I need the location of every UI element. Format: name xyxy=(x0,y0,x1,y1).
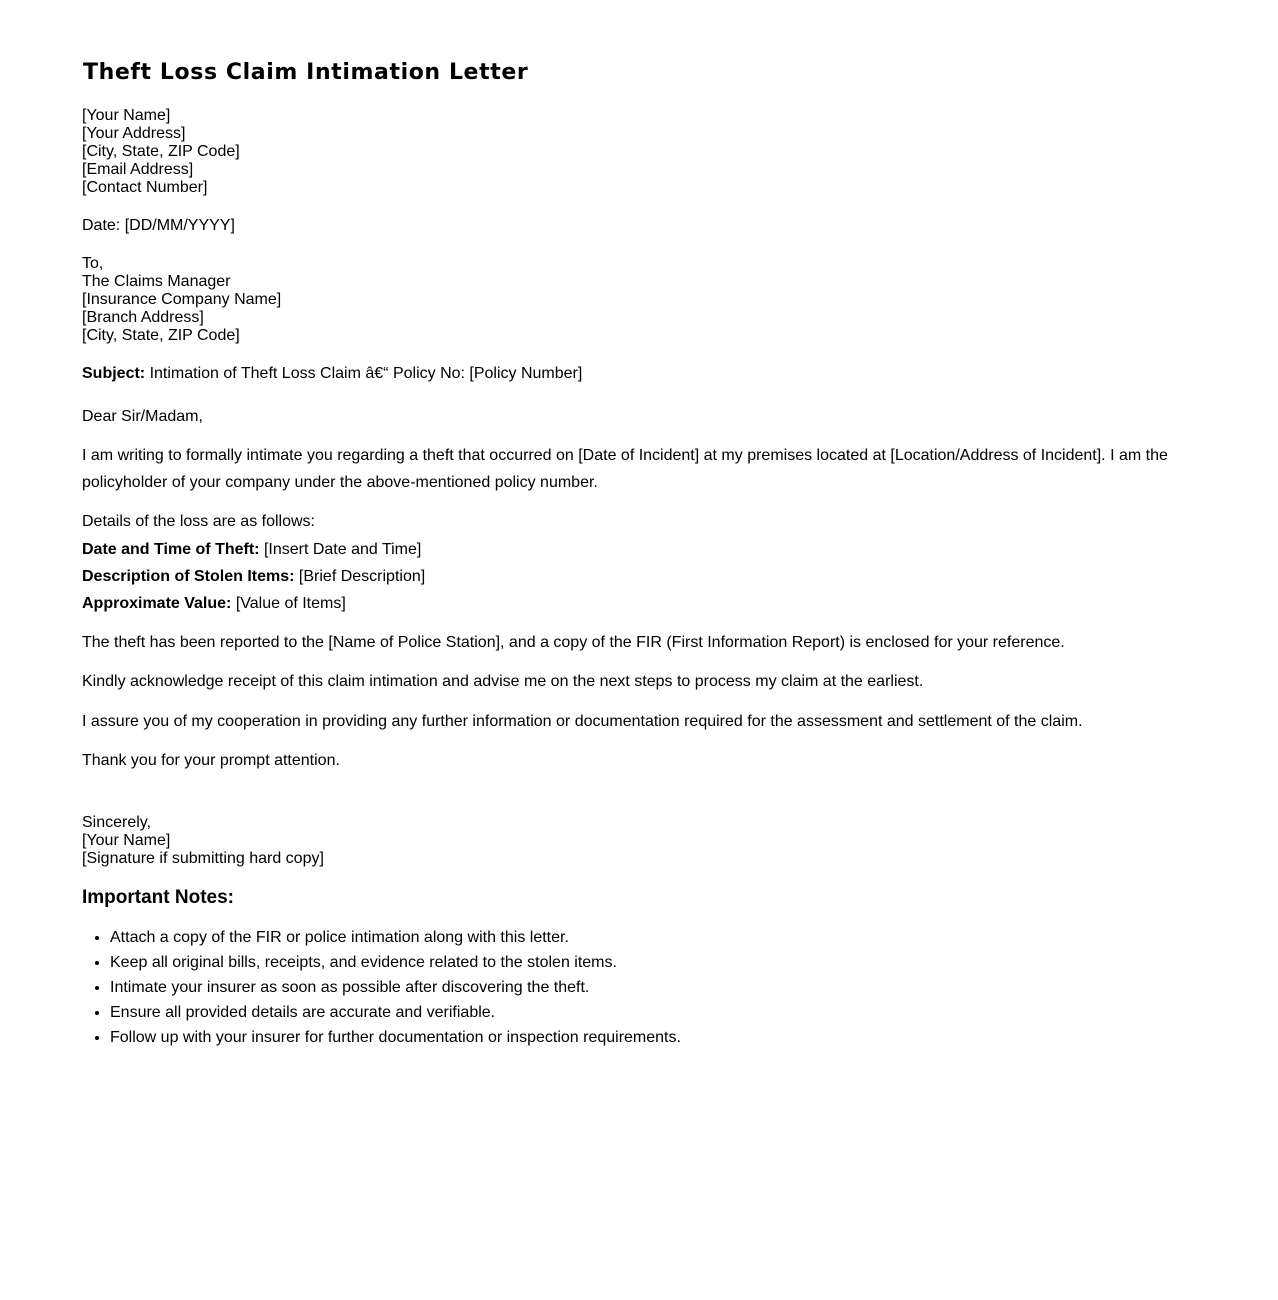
recipient-address-block xyxy=(82,255,281,345)
cooperation-paragraph: I assure you of my cooperation in providing any further information or documentation required for the assessment and settlement of the claim. xyxy=(82,713,1083,730)
thanks-line: Thank you for your prompt attention. xyxy=(82,752,340,769)
sender-address: [Your Address] xyxy=(82,125,186,142)
date-line: Date: [DD/MM/YYYY] xyxy=(82,217,235,234)
detail-description xyxy=(82,567,425,587)
sender-name: [Your Name] xyxy=(82,107,171,124)
police-report-paragraph: The theft has been reported to the [Name of Police Station], and a copy of the FIR (First Information Report) is enclosed for your reference. xyxy=(82,634,1065,651)
list-item: • Intimate your insurer as soon as possible after discovering the theft. xyxy=(110,975,681,1000)
sender-city: [City, State, ZIP Code] xyxy=(82,143,240,160)
intro-paragraph: I am writing to formally intimate you regarding a theft that occurred on [Date of Incident] at my premises located at [Location/Address of Incident]. I am the policyholder of your company under the above-mentioned policy number. xyxy=(82,447,1168,491)
detail-value-approx xyxy=(82,594,346,614)
detail-value: [Brief Description] xyxy=(294,568,426,585)
subject-label: Subject: xyxy=(82,365,146,382)
sender-address-block xyxy=(82,107,240,197)
closing-name: [Your Name] xyxy=(82,832,171,849)
detail-date-time xyxy=(82,540,421,560)
detail-label: Approximate Value: xyxy=(82,595,232,612)
sign-off: Sincerely, xyxy=(82,814,152,831)
notes-list xyxy=(82,925,681,1050)
sender-email: [Email Address] xyxy=(82,161,194,178)
detail-value: [Insert Date and Time] xyxy=(259,541,422,558)
recipient-branch: [Branch Address] xyxy=(82,309,204,326)
sender-contact: [Contact Number] xyxy=(82,179,208,196)
recipient-title: The Claims Manager xyxy=(82,273,231,290)
salutation: Dear Sir/Madam, xyxy=(82,408,203,425)
recipient-city: [City, State, ZIP Code] xyxy=(82,327,240,344)
subject-line xyxy=(82,364,582,384)
signature-line: [Signature if submitting hard copy] xyxy=(82,850,324,867)
detail-label: Date and Time of Theft: xyxy=(82,541,260,558)
recipient-company: [Insurance Company Name] xyxy=(82,291,282,308)
list-item: • Attach a copy of the FIR or police intimation along with this letter. xyxy=(110,925,681,950)
detail-value: [Value of Items] xyxy=(231,595,346,612)
notes-heading: Important Notes: xyxy=(82,887,234,908)
recipient-to: To, xyxy=(82,255,104,272)
list-item: • Keep all original bills, receipts, and evidence related to the stolen items. xyxy=(110,950,681,975)
detail-label: Description of Stolen Items: xyxy=(82,568,295,585)
acknowledge-paragraph: Kindly acknowledge receipt of this claim intimation and advise me on the next steps to process my claim at the earliest. xyxy=(82,673,924,690)
list-item: • Follow up with your insurer for further documentation or inspection requirements. xyxy=(110,1025,681,1050)
closing-block xyxy=(82,814,324,868)
details-intro: Details of the loss are as follows: xyxy=(82,513,315,530)
subject-text: Intimation of Theft Loss Claim â€“ Policy No: [Policy Number] xyxy=(145,365,583,382)
list-item: • Ensure all provided details are accurate and verifiable. xyxy=(110,1000,681,1025)
page-title: Theft Loss Claim Intimation Letter xyxy=(83,60,529,85)
